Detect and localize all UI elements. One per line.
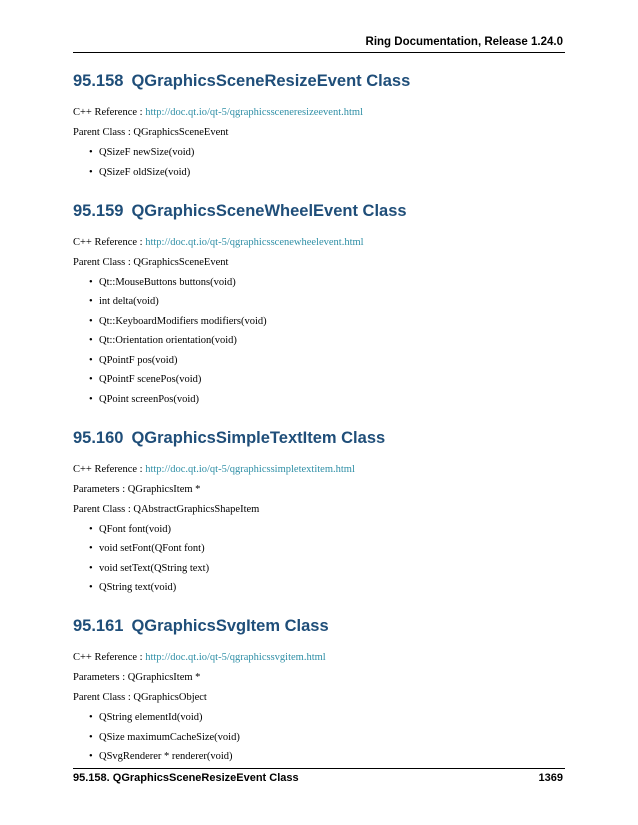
method-item: • int delta(void): [89, 296, 565, 307]
section-title: QGraphicsSvgItem Class: [131, 617, 329, 635]
reference-link[interactable]: http://doc.qt.io/qt-5/qgraphicssceneresizeevent.html: [145, 107, 364, 118]
method-item: • void setText(QString text): [89, 563, 565, 574]
parameters-line: Parameters : QGraphicsItem *: [73, 483, 201, 495]
parent-class-line: Parent Class : QGraphicsObject: [73, 692, 207, 703]
header-divider: [73, 52, 565, 53]
reference-label: C++ Reference :: [73, 463, 146, 475]
doc-section: [73, 429, 565, 594]
doc-section: [73, 617, 565, 762]
method-item: • QPoint screenPos(void): [89, 394, 565, 405]
section-number: 95.158: [73, 72, 124, 90]
section-heading: [73, 617, 565, 636]
method-item: • Qt::KeyboardModifiers modifiers(void): [89, 316, 565, 327]
footer-divider: [73, 768, 565, 769]
method-item: • QString text(void): [89, 582, 565, 593]
page-number: 1369: [538, 772, 563, 784]
reference-link[interactable]: http://doc.qt.io/qt-5/qgraphicsscenewheelevent.html: [145, 236, 364, 248]
method-item: • QPointF pos(void): [89, 355, 565, 366]
page-content: [73, 72, 565, 786]
parent-class-line: Parent Class : QGraphicsSceneEvent: [73, 256, 229, 268]
section-title: QGraphicsSceneWheelEvent Class: [131, 201, 407, 220]
method-item: • QSize maximumCacheSize(void): [89, 732, 565, 743]
method-item: • QFont font(void): [89, 524, 565, 535]
reference-link[interactable]: http://doc.qt.io/qt-5/qgraphicssimpletextitem.html: [145, 463, 355, 475]
method-item: • QPointF scenePos(void): [89, 374, 565, 385]
method-list: [73, 277, 565, 405]
doc-section: [73, 72, 565, 178]
method-item: • QSizeF newSize(void): [89, 147, 565, 158]
method-list: [73, 524, 565, 594]
running-header: Ring Documentation, Release 1.24.0: [365, 36, 563, 48]
method-item: • QString elementId(void): [89, 712, 565, 723]
doc-section: [73, 202, 565, 405]
section-number: 95.160: [73, 428, 124, 447]
section-heading: [73, 202, 565, 221]
footer-section-label: 95.158. QGraphicsSceneResizeEvent Class: [73, 772, 299, 784]
cpp-reference: [73, 107, 565, 118]
cpp-reference: [73, 237, 565, 248]
parent-class-line: Parent Class : QAbstractGraphicsShapeItem: [73, 503, 260, 515]
reference-label: C++ Reference :: [73, 236, 146, 248]
reference-link[interactable]: http://doc.qt.io/qt-5/qgraphicssvgitem.html: [145, 652, 326, 663]
method-list: [73, 147, 565, 178]
method-item: • void setFont(QFont font): [89, 543, 565, 554]
reference-label: C++ Reference :: [73, 652, 146, 663]
cpp-reference: [73, 652, 565, 663]
method-item: • QSvgRenderer * renderer(void): [89, 751, 565, 762]
method-item: • Qt::MouseButtons buttons(void): [89, 277, 565, 288]
method-item: • QSizeF oldSize(void): [89, 167, 565, 178]
parameters-line: Parameters : QGraphicsItem *: [73, 672, 201, 683]
parent-class-line: Parent Class : QGraphicsSceneEvent: [73, 127, 229, 138]
section-number: 95.159: [73, 201, 124, 220]
method-list: [73, 712, 565, 762]
method-item: • Qt::Orientation orientation(void): [89, 335, 565, 346]
cpp-reference: [73, 464, 565, 475]
section-title: QGraphicsSimpleTextItem Class: [131, 428, 386, 447]
section-title: QGraphicsSceneResizeEvent Class: [131, 72, 411, 90]
section-heading: [73, 72, 565, 91]
section-heading: [73, 429, 565, 448]
reference-label: C++ Reference :: [73, 107, 146, 118]
section-number: 95.161: [73, 617, 124, 635]
